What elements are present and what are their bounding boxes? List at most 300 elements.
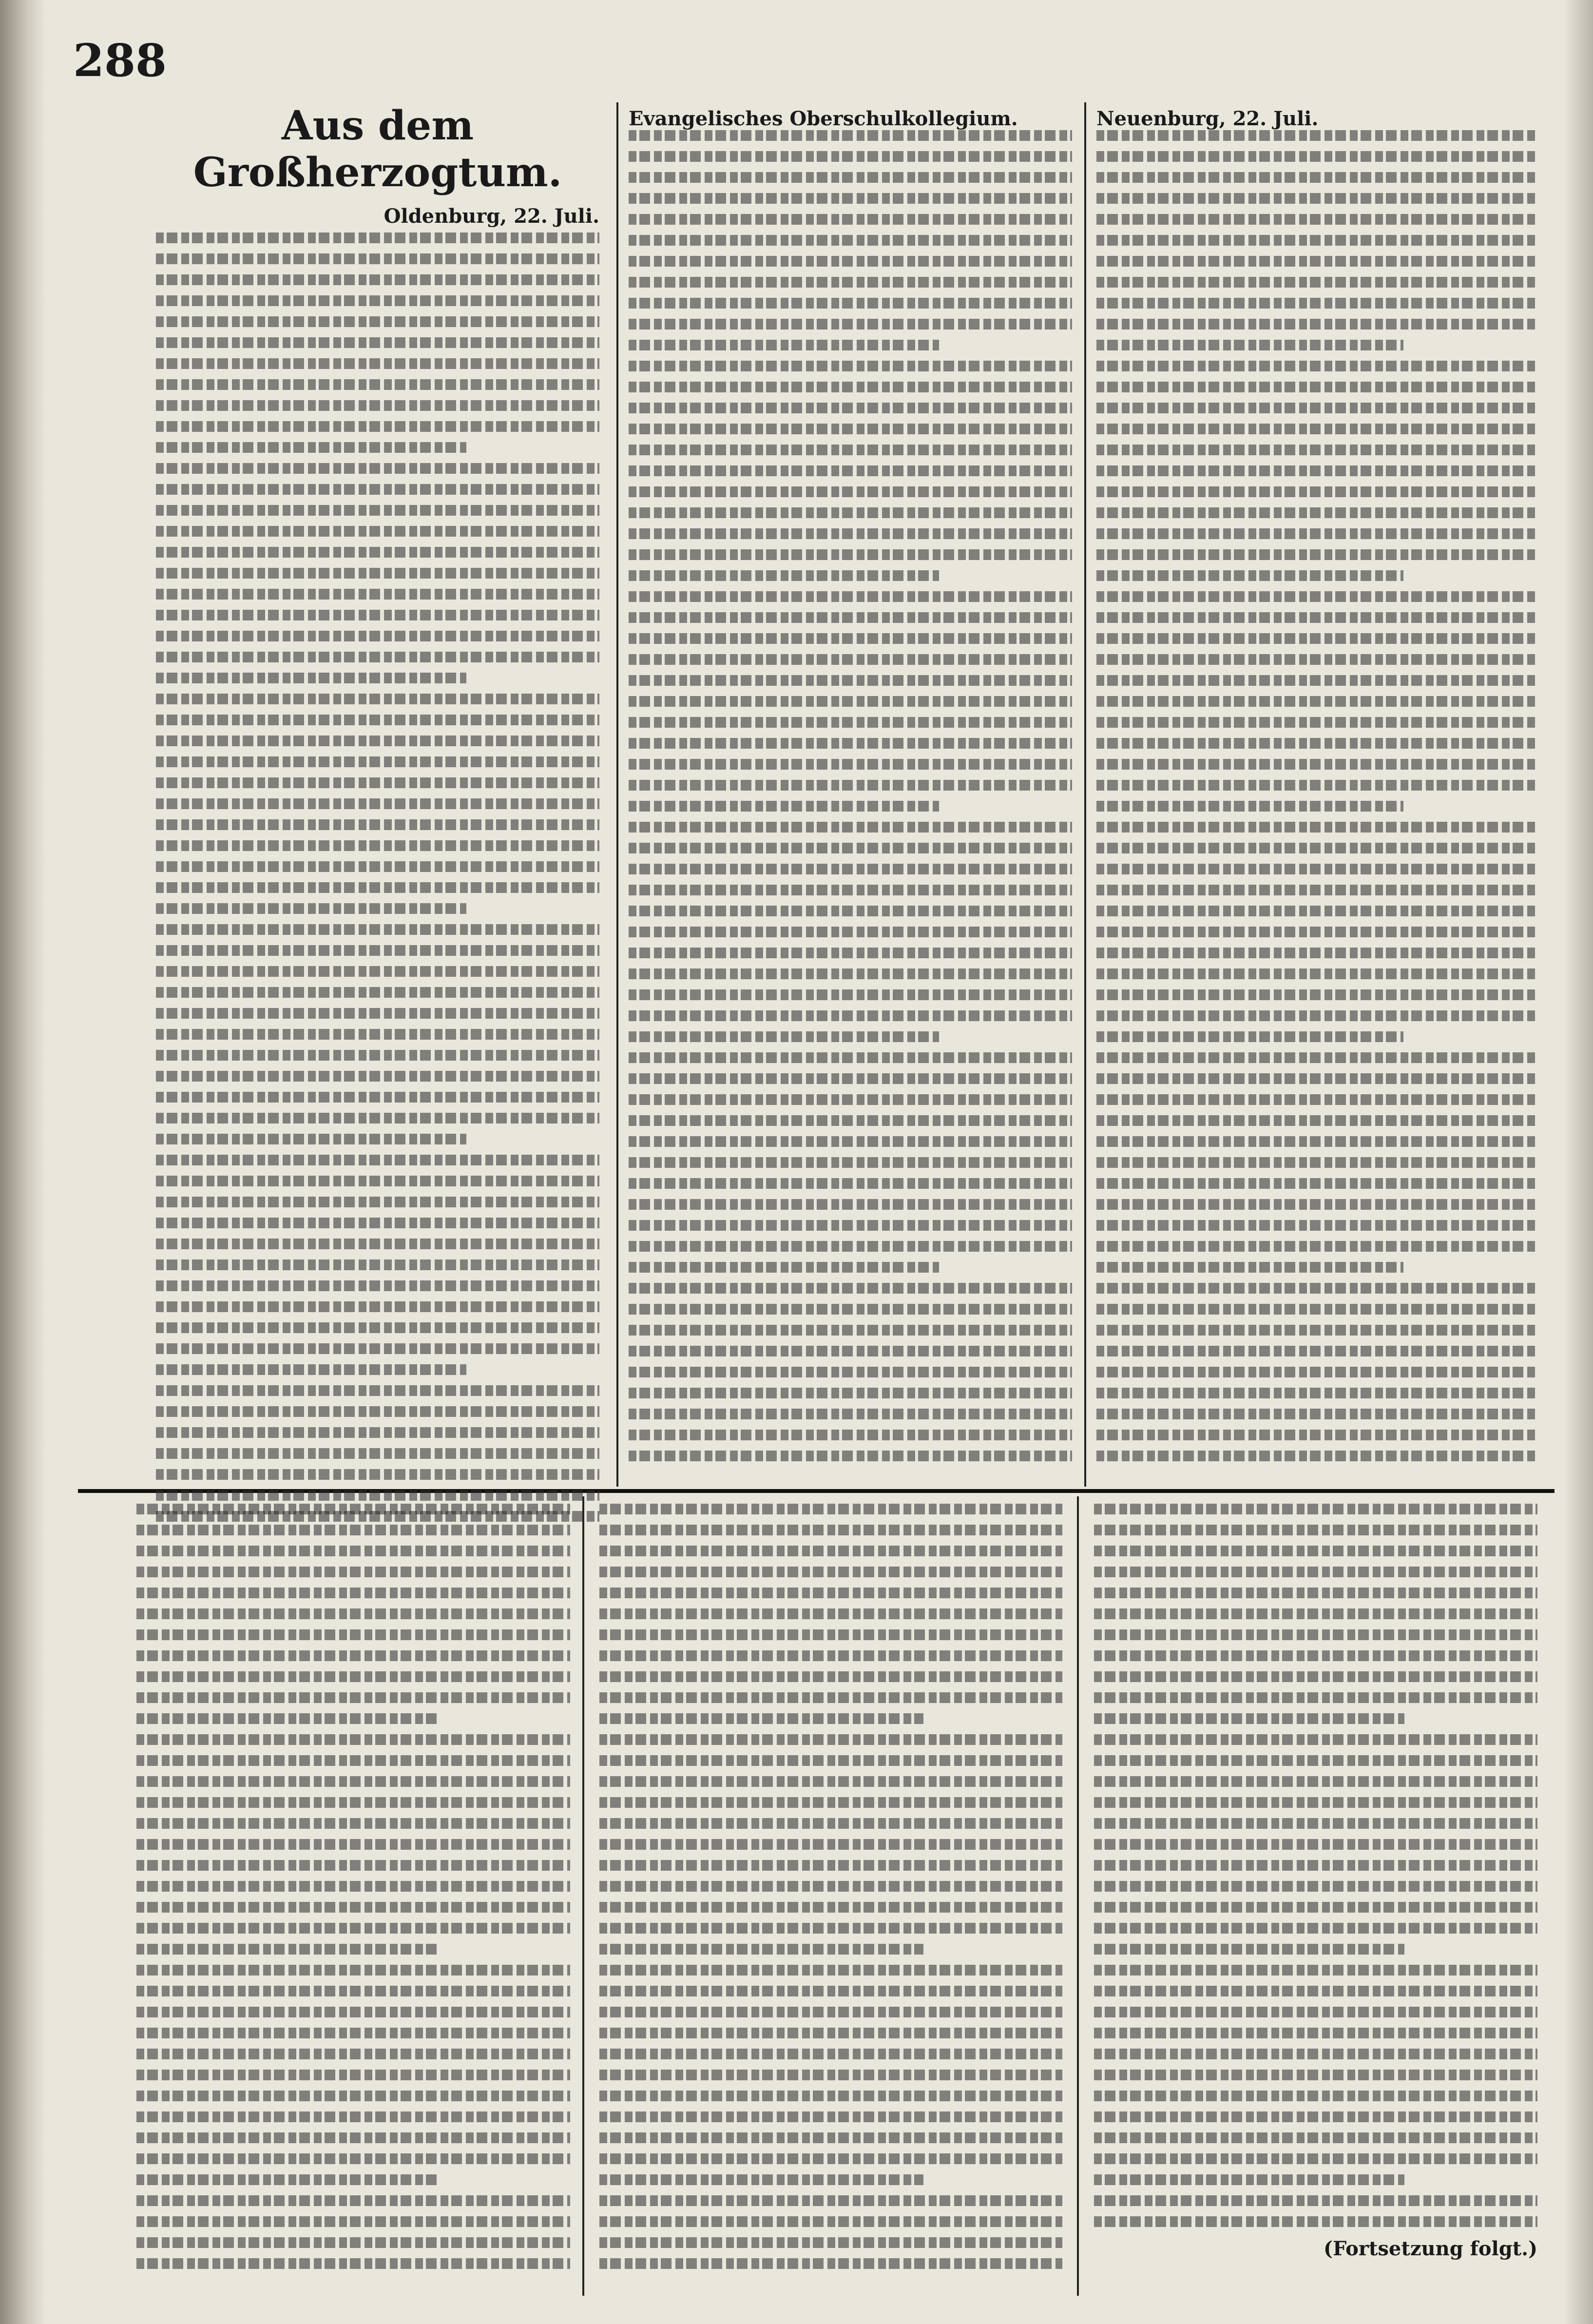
text-line	[1096, 1241, 1535, 1252]
text-line	[599, 1818, 1062, 1829]
story-column-3	[1094, 1504, 1537, 2260]
text-line	[629, 361, 1072, 371]
text-line	[1096, 906, 1535, 916]
text-line	[629, 193, 1072, 204]
text-line	[599, 2132, 1062, 2143]
text-line	[156, 1343, 599, 1354]
text-line	[156, 253, 599, 264]
text-line	[1094, 1797, 1537, 1808]
text-line	[629, 968, 1072, 979]
column-rule-3	[582, 1496, 584, 2296]
text-line	[629, 906, 1072, 916]
text-line	[1096, 1094, 1535, 1105]
text-line	[156, 1197, 599, 1207]
text-line	[156, 694, 599, 704]
text-line	[1094, 1650, 1537, 1661]
text-line	[629, 633, 1072, 644]
text-line	[629, 885, 1072, 895]
text-line	[156, 568, 599, 579]
page-right-edge	[1564, 0, 1593, 2324]
text-line	[156, 945, 599, 956]
text-line	[1094, 1755, 1537, 1766]
text-line	[1096, 507, 1535, 518]
text-line	[629, 151, 1072, 162]
text-line	[599, 1944, 923, 1955]
text-line	[599, 2111, 1062, 2122]
text-line	[629, 1094, 1072, 1105]
text-line	[156, 1490, 599, 1501]
text-line	[156, 610, 599, 620]
text-line	[136, 1860, 570, 1871]
text-line	[1094, 1713, 1404, 1724]
text-line	[1096, 1199, 1535, 1210]
text-line	[629, 340, 939, 350]
text-line	[156, 1113, 599, 1123]
text-line	[1096, 1220, 1535, 1231]
text-line	[599, 1860, 1062, 1871]
text-line	[599, 1588, 1062, 1598]
text-line	[599, 1986, 1062, 1996]
text-line	[599, 2174, 923, 2185]
text-line	[1096, 1283, 1535, 1294]
text-line	[1096, 528, 1535, 539]
text-line	[156, 1322, 599, 1333]
text-line	[1094, 1818, 1537, 1829]
text-line	[599, 1546, 1062, 1556]
text-line	[599, 2070, 1062, 2080]
text-line	[136, 1525, 570, 1535]
text-line	[136, 1818, 570, 1829]
text-line	[1096, 445, 1535, 455]
text-line	[156, 1385, 599, 1396]
text-line	[156, 777, 599, 788]
text-line	[599, 2091, 1062, 2101]
text-line	[136, 2216, 570, 2227]
text-line	[136, 1588, 570, 1598]
text-line	[599, 2216, 1062, 2227]
text-line	[1096, 214, 1535, 225]
text-line	[1096, 1367, 1535, 1377]
text-line	[1094, 1504, 1537, 1514]
text-line	[1096, 403, 1535, 413]
text-line	[156, 1364, 466, 1375]
text-line	[629, 235, 1072, 246]
text-line	[136, 1567, 570, 1577]
text-line	[156, 274, 599, 285]
text-line	[599, 1567, 1062, 1577]
text-line	[156, 1259, 599, 1270]
text-line	[136, 1797, 570, 1808]
text-line	[629, 214, 1072, 225]
text-line	[629, 864, 1072, 874]
text-line	[599, 2237, 1062, 2248]
text-line	[156, 1301, 599, 1312]
text-line	[1094, 2216, 1537, 2227]
text-line	[629, 1409, 1072, 1419]
text-line	[156, 1134, 466, 1144]
text-line	[629, 591, 1072, 602]
text-line	[1096, 612, 1535, 623]
text-line	[1096, 424, 1535, 434]
text-line	[136, 2237, 570, 2248]
text-line	[156, 861, 599, 872]
column-rule-4	[1077, 1496, 1079, 2296]
text-line	[1096, 172, 1535, 183]
text-line	[629, 424, 1072, 434]
text-line	[1096, 654, 1535, 665]
text-line	[136, 1881, 570, 1892]
text-line	[629, 1115, 1072, 1126]
column-3	[1096, 107, 1535, 1472]
text-line	[156, 295, 599, 306]
text-line	[629, 822, 1072, 833]
text-line	[1094, 2132, 1537, 2143]
text-line	[629, 1241, 1072, 1252]
text-line	[599, 2028, 1062, 2038]
text-line	[599, 1504, 1062, 1514]
text-line	[1096, 130, 1535, 141]
text-line	[629, 675, 1072, 686]
text-line	[156, 463, 599, 474]
text-line	[1096, 1010, 1535, 1021]
text-line	[1096, 465, 1535, 476]
text-line	[1094, 1944, 1404, 1955]
text-line	[599, 1713, 923, 1724]
text-line	[1096, 235, 1535, 246]
text-line	[1094, 1902, 1537, 1913]
text-line	[1096, 591, 1535, 602]
column-1	[156, 102, 599, 1532]
text-line	[156, 819, 599, 830]
text-line	[156, 631, 599, 641]
text-line	[136, 1902, 570, 1913]
text-line	[629, 1430, 1072, 1440]
text-line	[599, 2007, 1062, 2017]
text-line	[629, 130, 1072, 141]
text-line	[1096, 1073, 1535, 1084]
section-headline: Aus dem Großherzogtum.	[193, 102, 562, 196]
text-line	[156, 756, 599, 767]
text-line	[156, 736, 599, 746]
column-2-body	[629, 130, 1072, 1461]
text-line	[629, 696, 1072, 707]
text-line	[629, 1052, 1072, 1063]
text-line	[629, 927, 1072, 937]
text-line	[1096, 717, 1535, 728]
text-line	[1096, 151, 1535, 162]
text-line	[1094, 1692, 1537, 1703]
text-line	[156, 547, 599, 558]
text-line	[599, 1797, 1062, 1808]
text-line	[629, 1031, 939, 1042]
story-column-1	[136, 1504, 570, 2279]
text-line	[599, 1525, 1062, 1535]
text-line	[629, 1367, 1072, 1377]
text-line	[629, 298, 1072, 309]
text-line	[136, 1923, 570, 1934]
text-line	[629, 319, 1072, 329]
text-line	[599, 1734, 1062, 1745]
text-line	[156, 1029, 599, 1040]
text-line	[599, 1902, 1062, 1913]
text-line	[629, 717, 1072, 728]
text-line	[1096, 1388, 1535, 1398]
text-line	[156, 1176, 599, 1186]
text-line	[1094, 1567, 1537, 1577]
text-line	[629, 843, 1072, 853]
column-1-body	[156, 232, 599, 1522]
text-line	[1094, 2174, 1404, 2185]
text-line	[156, 1050, 599, 1061]
text-line	[599, 1881, 1062, 1892]
text-line	[599, 1650, 1062, 1661]
text-line	[629, 654, 1072, 665]
text-line	[1096, 927, 1535, 937]
text-line	[156, 840, 599, 851]
text-line	[629, 1178, 1072, 1189]
text-line	[136, 1650, 570, 1661]
page-binding-edge	[0, 0, 46, 2324]
text-line	[136, 2028, 570, 2038]
text-line	[1094, 1839, 1537, 1850]
text-line	[629, 1346, 1072, 1356]
text-line	[599, 2258, 1062, 2269]
text-line	[1096, 319, 1535, 329]
text-line	[156, 1218, 599, 1228]
text-line	[1096, 361, 1535, 371]
text-line	[136, 1608, 570, 1619]
text-line	[136, 1944, 440, 1955]
text-line	[136, 1986, 570, 1996]
text-line	[156, 987, 599, 998]
text-line	[629, 403, 1072, 413]
text-line	[156, 484, 599, 495]
text-line	[136, 2174, 440, 2185]
column-3-body	[1096, 130, 1535, 1461]
text-line	[629, 1388, 1072, 1398]
text-line	[1096, 1136, 1535, 1147]
text-line	[136, 2258, 570, 2269]
text-line	[1096, 801, 1403, 812]
text-line	[1096, 675, 1535, 686]
column-rule-2	[1084, 102, 1086, 1487]
text-line	[1096, 1409, 1535, 1419]
text-line	[1096, 843, 1535, 853]
text-line	[629, 256, 1072, 267]
text-line	[156, 400, 599, 411]
column-rule-1	[616, 102, 618, 1487]
text-line	[1094, 2091, 1537, 2101]
text-line	[156, 442, 466, 453]
text-line	[629, 1304, 1072, 1315]
text-line	[1096, 1262, 1403, 1273]
text-line	[156, 1406, 599, 1417]
text-line	[156, 1008, 599, 1019]
text-line	[1096, 1346, 1535, 1356]
text-line	[156, 589, 599, 600]
text-line	[136, 1504, 570, 1514]
text-line	[156, 1469, 599, 1480]
text-line	[156, 966, 599, 977]
continuation-note: (Fortsetzung folgt.)	[1324, 2237, 1537, 2260]
text-line	[1094, 2070, 1537, 2080]
text-line	[1096, 340, 1403, 350]
text-line	[1096, 1451, 1535, 1461]
text-line	[1096, 1115, 1535, 1126]
text-line	[156, 526, 599, 537]
text-line	[599, 1965, 1062, 1975]
text-line	[1096, 298, 1535, 309]
text-line	[136, 2091, 570, 2101]
text-line	[1096, 1031, 1403, 1042]
text-line	[629, 759, 1072, 770]
text-line	[629, 445, 1072, 455]
text-line	[629, 1283, 1072, 1294]
text-line	[1096, 1178, 1535, 1189]
text-line	[1096, 277, 1535, 288]
text-line	[136, 2153, 570, 2164]
text-line	[156, 505, 599, 516]
text-line	[1096, 1304, 1535, 1315]
text-line	[629, 989, 1072, 1000]
text-line	[156, 379, 599, 390]
text-line	[599, 1692, 1062, 1703]
text-line	[156, 1280, 599, 1291]
text-line	[156, 1071, 599, 1082]
text-line	[1094, 2049, 1537, 2059]
text-line	[136, 1839, 570, 1850]
text-line	[629, 570, 939, 581]
text-line	[629, 738, 1072, 749]
text-line	[1094, 1546, 1537, 1556]
text-line	[629, 1199, 1072, 1210]
text-line	[136, 1692, 570, 1703]
text-line	[1094, 2007, 1537, 2017]
text-line	[599, 1776, 1062, 1787]
text-line	[136, 2049, 570, 2059]
text-line	[156, 1239, 599, 1249]
text-line	[599, 1839, 1062, 1850]
text-line	[599, 2195, 1062, 2206]
text-line	[629, 1136, 1072, 1147]
text-line	[136, 1629, 570, 1640]
text-line	[1096, 738, 1535, 749]
text-line	[629, 382, 1072, 392]
text-line	[136, 2070, 570, 2080]
text-line	[1096, 1157, 1535, 1168]
column-2	[629, 107, 1072, 1472]
headline-neuenburg: Neuenburg, 22. Juli.	[1096, 107, 1319, 130]
text-line	[1094, 2195, 1537, 2206]
text-line	[629, 277, 1072, 288]
text-line	[1094, 1608, 1537, 1619]
story-column-2	[599, 1504, 1062, 2279]
text-line	[629, 1262, 939, 1273]
text-line	[156, 1448, 599, 1459]
text-line	[629, 172, 1072, 183]
text-line	[136, 1776, 570, 1787]
text-line	[156, 316, 599, 327]
text-line	[1094, 1525, 1537, 1535]
text-line	[1096, 256, 1535, 267]
text-line	[1096, 193, 1535, 204]
text-line	[629, 1325, 1072, 1336]
text-line	[1096, 968, 1535, 979]
text-line	[629, 612, 1072, 623]
text-line	[156, 358, 599, 369]
text-line	[1096, 570, 1403, 581]
text-line	[1096, 780, 1535, 791]
text-line	[629, 465, 1072, 476]
text-line	[1096, 633, 1535, 644]
text-line	[1094, 1734, 1537, 1745]
text-line	[1096, 989, 1535, 1000]
text-line	[1096, 1052, 1535, 1063]
text-line	[136, 1713, 440, 1724]
text-line	[156, 903, 466, 914]
text-line	[1094, 2028, 1537, 2038]
text-line	[1096, 822, 1535, 833]
text-line	[629, 1220, 1072, 1231]
text-line	[1094, 2153, 1537, 2164]
text-line	[1096, 885, 1535, 895]
text-line	[1096, 486, 1535, 497]
text-line	[1094, 1986, 1537, 1996]
text-line	[599, 2153, 1062, 2164]
text-line	[629, 507, 1072, 518]
text-line	[156, 337, 599, 348]
text-line	[629, 801, 939, 812]
text-line	[599, 1755, 1062, 1766]
text-line	[1094, 2111, 1537, 2122]
text-line	[1094, 1860, 1537, 1871]
text-line	[599, 2049, 1062, 2059]
text-line	[1096, 759, 1535, 770]
text-line	[1094, 1776, 1537, 1787]
text-line	[629, 486, 1072, 497]
text-line	[1094, 1671, 1537, 1682]
text-line	[629, 1010, 1072, 1021]
text-line	[1096, 696, 1535, 707]
text-line	[1096, 948, 1535, 958]
text-line	[156, 673, 466, 683]
text-line	[136, 2111, 570, 2122]
text-line	[156, 232, 599, 243]
text-line	[136, 2132, 570, 2143]
text-line	[629, 948, 1072, 958]
text-line	[1094, 1588, 1537, 1598]
text-line	[136, 2195, 570, 2206]
page-number: 288	[73, 34, 167, 87]
text-line	[629, 1451, 1072, 1461]
text-line	[1096, 1430, 1535, 1440]
text-line	[156, 882, 599, 893]
text-line	[1094, 1881, 1537, 1892]
text-line	[156, 1155, 599, 1165]
text-line	[136, 1671, 570, 1682]
text-line	[599, 1629, 1062, 1640]
text-line	[156, 1092, 599, 1103]
text-line	[599, 1608, 1062, 1619]
text-line	[629, 549, 1072, 560]
text-line	[156, 421, 599, 432]
text-line	[1094, 1965, 1537, 1975]
text-line	[1096, 382, 1535, 392]
text-line	[629, 528, 1072, 539]
text-line	[629, 1073, 1072, 1084]
text-line	[136, 1965, 570, 1975]
text-line	[156, 1427, 599, 1438]
